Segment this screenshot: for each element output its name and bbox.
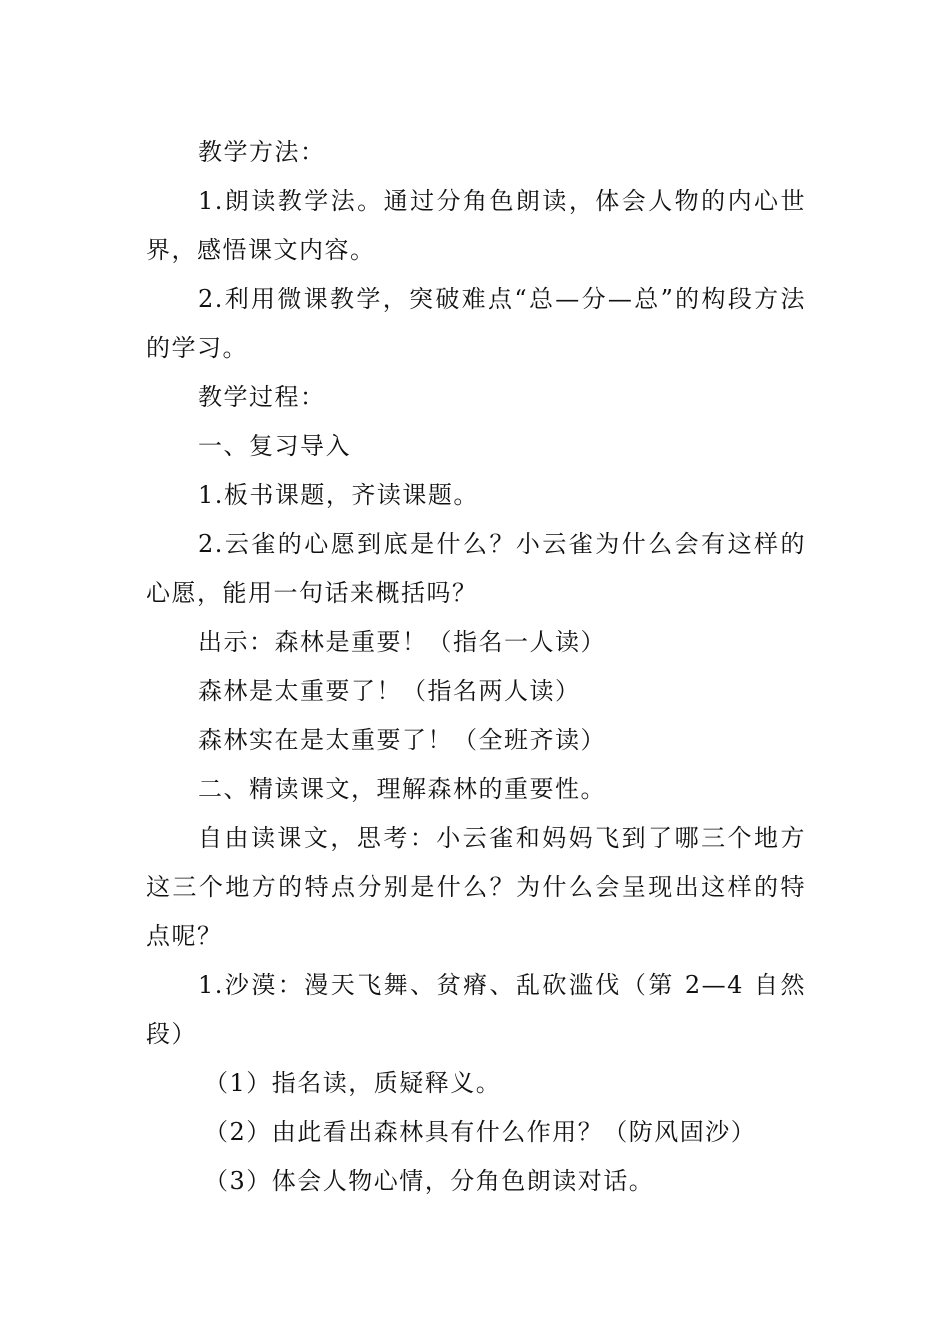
desert-item: 1.沙漠：漫天飞舞、贫瘠、乱砍滥伐（第 2—4 自然段） [146,971,806,1048]
section-close-reading: 二、精读课文，理解森林的重要性。 [198,775,606,803]
heading-teaching-methods: 教学方法： [198,138,326,166]
document-body [146,128,806,1206]
sub-item-3: （3）体会人物心情，分角色朗读对话。 [204,1167,655,1195]
review-item-1: 1.板书课题，齐读课题。 [198,481,479,509]
review-item-2: 2.云雀的心愿到底是什么？小云雀为什么会有这样的心愿，能用一句话来概括吗？ [146,530,806,607]
display-line-3: 森林实在是太重要了！（全班齐读） [198,726,606,754]
sub-item-1: （1）指名读，质疑释义。 [204,1069,502,1097]
section-review-intro: 一、复习导入 [198,432,351,460]
method-item-1: 1.朗读教学法。通过分角色朗读，体会人物的内心世界，感悟课文内容。 [146,187,806,264]
sub-item-2: （2）由此看出森林具有什么作用？（防风固沙） [204,1118,757,1146]
free-reading-prompt: 自由读课文，思考：小云雀和妈妈飞到了哪三个地方这三个地方的特点分别是什么？为什么会呈现出这样的特点呢？ [146,824,806,950]
heading-teaching-process: 教学过程： [198,383,326,411]
display-line-2: 森林是太重要了！（指名两人读） [198,677,581,705]
method-item-2: 2.利用微课教学，突破难点“总—分—总”的构段方法的学习。 [146,285,806,362]
display-line-1: 出示：森林是重要！（指名一人读） [198,628,606,656]
